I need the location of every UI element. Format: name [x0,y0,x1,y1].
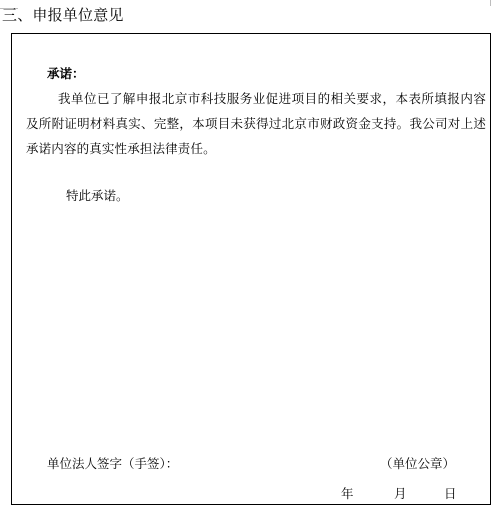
legal-rep-signature-label: 单位法人签字（手签）： [47,456,179,471]
commitment-body: 我单位已了解申报北京市科技服务业促进项目的相关要求，本表所填报内容及所附证明材料真实、完整，本项目未获得过北京市财政资金支持。我公司对上述承诺内容的真实性承担法律责任。 [26,91,486,156]
date-month-label: 月 [394,486,407,501]
unit-seal-label: （单位公章） [380,456,456,471]
commitment-closing: 特此承诺。 [66,188,129,203]
section-title: 三、申报单位意见 [2,6,124,24]
commitment-heading: 承诺： [47,66,85,81]
date-day-label: 日 [444,486,457,501]
opinion-box [11,33,491,505]
page-corner-mark-right [490,0,499,6]
date-year-label: 年 [341,486,354,501]
